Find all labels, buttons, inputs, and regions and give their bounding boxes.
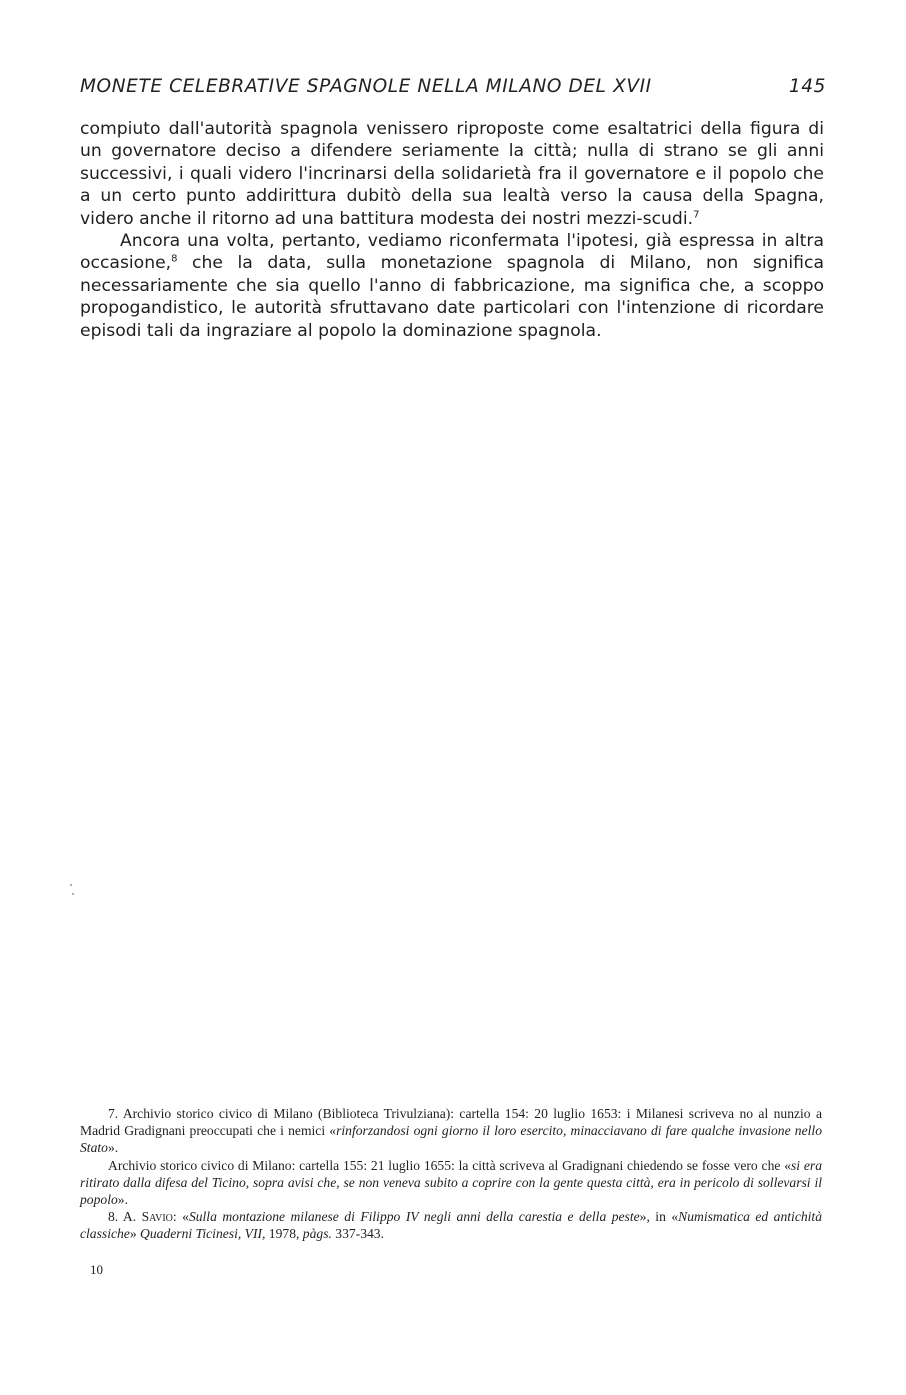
footnote-journal: Quaderni Ticinesi, VII, [140,1226,266,1242]
footnote-title: Sulla montazione milanese di Filippo IV negli anni della carestia e della peste [188,1209,640,1225]
footnote-text: », in « [639,1209,679,1225]
running-head [80,76,826,97]
footnotes [80,1105,822,1243]
footnote-text: ». [117,1192,128,1208]
footnote-text: 7. Archivio storico civico di Milano (Biblioteca Trivulziana): cartella 154: 20 luglio 1653: i Milanesi scriveva no al nunzio a Madrid Gradignani preoccupati che i nemici « [80,1106,822,1139]
folio-number: 10 [90,1262,103,1277]
running-head-title: MONETE CELEBRATIVE SPAGNOLE NELLA MILANO DEL XVII [80,76,652,97]
footnote-text: pàgs. [302,1226,332,1242]
footnote-quote: rinforzandosi ogni giorno il loro esercito, minacciavano di fare qualche invasione nello Stato [80,1123,822,1156]
paragraph [80,118,824,230]
footnote-7 [80,1105,822,1157]
footnote-text: : « [172,1209,189,1225]
footnote-title: Numismatica ed antichità classiche [80,1209,822,1242]
footnote-text: 337-343. [331,1226,384,1242]
footnote-quote: si era ritirato dalla difesa del Ticino, sopra avisi che, se non veneva subito a coprire con la gente questa città, era in pericolo di sollevarsi il popolo [80,1157,822,1208]
footnote-text: ». [107,1140,119,1156]
footnote-text: » [129,1226,141,1242]
body-text [80,118,824,342]
footnote-text: 8. A. [108,1209,142,1225]
footnote-8 [80,1208,822,1242]
footnote-text: Archivio storico civico di Milano: cartella 155: 21 luglio 1655: la città scriveva al Gradignani chiedendo se fosse vero che « [108,1157,791,1173]
footnote-7-continued [80,1157,822,1209]
scan-speck [72,893,74,895]
paragraph [80,230,824,342]
footnote-text: 1978, [265,1226,303,1242]
scan-speck [70,884,72,886]
footnote-ref[interactable]: 7 [693,208,700,220]
page-number: 145 [788,76,826,97]
paragraph-text: compiuto dall'autorità spagnola venissero riproposte come esaltatrici della figura di un governatore deciso a difendere seriamente la città; nulla di strano se gli anni successivi, i quali videro l'incrinarsi della solidarietà fra il governatore e il popolo che a un certo punto addirittura dubitò della sua lealtà verso la causa della Spagna, videro anche il ritorno ad una battitura modesta dei nostri mezzi-scudi. [80,119,824,229]
paragraph-text: che la data, sulla monetazione spagnola di Milano, non significa necessariamente che sia quello l'anno di fabbricazione, ma significa che, a scoppo propogandistico, le autorità sfruttavano date particolari con l'intenzione di ricordare episodi tali da ingraziare al popolo la dominazione spagnola. [80,253,824,341]
footnote-ref[interactable]: 8 [171,253,178,265]
paragraph-text: Ancora una volta, pertanto, vediamo riconfermata l'ipotesi, già espressa in altra occasione, [80,231,824,274]
footnote-author: Savio [141,1209,173,1225]
